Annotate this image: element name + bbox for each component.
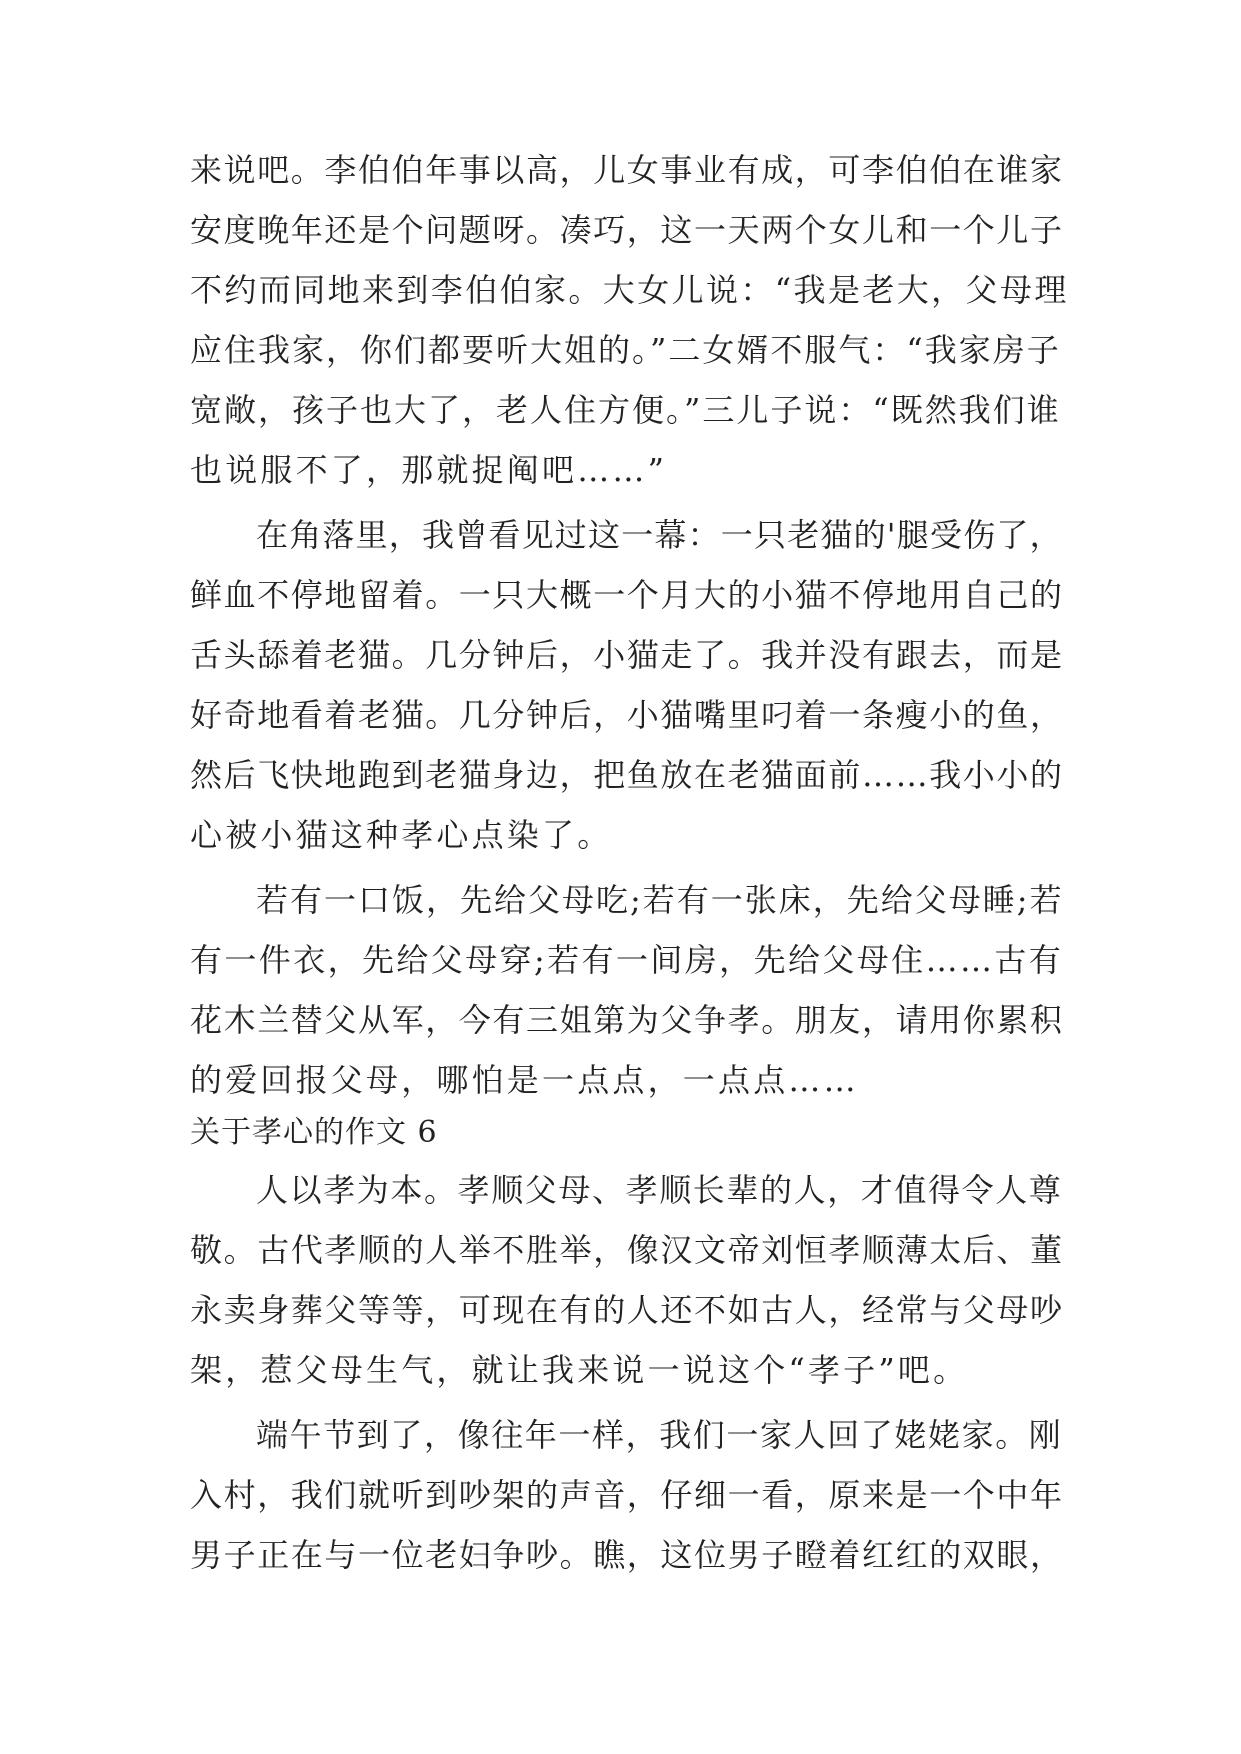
text-line: 宽敞，孩子也大了，老人住方便。”三儿子说：“既然我们谁	[190, 391, 1061, 429]
text-line: 男子正在与一位老妇争吵。瞧，这位男子瞪着红红的双眼，	[190, 1536, 1064, 1574]
paragraph-first-line: 在角落里，我曾看见过这一幕：一只老猫的'腿受伤了，	[256, 516, 1063, 554]
text-line: 不约而同地来到李伯伯家。大女儿说：“我是老大，父母理	[190, 271, 1069, 309]
text-line: 舌头舔着老猫。几分钟后，小猫走了。我并没有跟去，而是	[190, 636, 1064, 674]
text-line: 敬。古代孝顺的人举不胜举，像汉文帝刘恒孝顺薄太后、董	[190, 1231, 1064, 1269]
text-line: 的爱回报父母，哪怕是一点点，一点点……	[190, 1061, 859, 1099]
paragraph-first-line: 若有一口饭，先给父母吃;若有一张床，先给父母睡;若	[256, 881, 1064, 919]
text-line: 来说吧。李伯伯年事以高，儿女事业有成，可李伯伯在谁家	[190, 151, 1064, 189]
paragraph-first-line: 人以孝为本。孝顺父母、孝顺长辈的人，才值得令人尊	[256, 1171, 1063, 1209]
section-heading: 关于孝心的作文 6	[190, 1115, 438, 1150]
text-line: 有一件衣，先给父母穿;若有一间房，先给父母住……古有	[190, 941, 1064, 979]
text-line: 架，惹父母生气，就让我来说一说这个“孝子”吧。	[190, 1351, 969, 1389]
paragraph-first-line: 端午节到了，像往年一样，我们一家人回了姥姥家。刚	[256, 1416, 1063, 1454]
text-line: 入村，我们就听到吵架的声音，仔细一看，原来是一个中年	[190, 1476, 1064, 1514]
text-line: 好奇地看着老猫。几分钟后，小猫嘴里叼着一条瘦小的鱼，	[190, 696, 1064, 734]
text-line: 然后飞快地跑到老猫身边，把鱼放在老猫面前……我小小的	[190, 756, 1064, 794]
text-line: 应住我家，你们都要听大姐的。”二女婿不服气：“我家房子	[190, 331, 1061, 369]
text-line: 安度晚年还是个问题呀。凑巧，这一天两个女儿和一个儿子	[190, 211, 1064, 249]
text-line: 永卖身葬父等等，可现在有的人还不如古人，经常与父母吵	[190, 1291, 1064, 1329]
text-line: 也说服不了，那就捉阄吧……”	[190, 451, 668, 489]
text-line: 鲜血不停地留着。一只大概一个月大的小猫不停地用自己的	[190, 576, 1064, 614]
text-line: 花木兰替父从军，今有三姐第为父争孝。朋友，请用你累积	[190, 1001, 1064, 1039]
text-line: 心被小猫这种孝心点染了。	[190, 816, 613, 854]
